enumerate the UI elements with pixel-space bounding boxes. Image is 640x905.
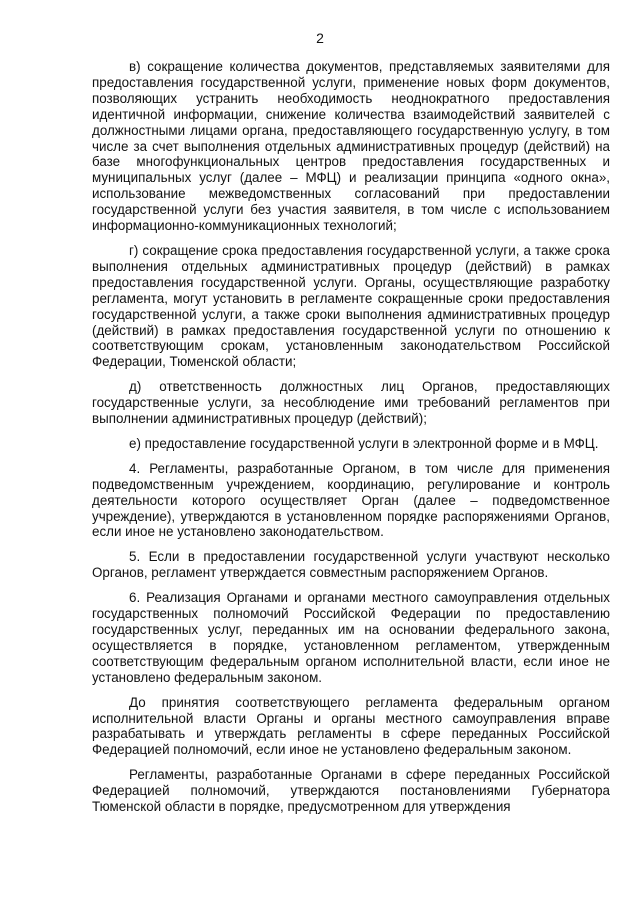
paragraph-section-6: 6. Реализация Органами и органами местного самоуправления отдельных государственных полномочий Российской Федерации по предоставлению государственных услуг, переданных им на основании федерального закона, осуществляется в порядке, установленном регламентом, утвержденным соответствующим федеральным органом исполнительной власти, если иное не установлено федеральным законом. — [92, 590, 610, 685]
paragraph-section-5: 5. Если в предоставлении государственной услуги участвуют несколько Органов, регламент утверждается совместным распоряжением Органов. — [92, 549, 610, 581]
paragraph-item-d: д) ответственность должностных лиц Органов, предоставляющих государственные услуги, за несоблюдение ими требований регламентов при выполнении административных процедур (действий); — [92, 379, 610, 427]
paragraph-section-4: 4. Регламенты, разработанные Органом, в том числе для применения подведомственным учреждением, координацию, регулирование и контроль деятельности которого осуществляет Орган (далее – подведомственное учреждение), утверждаются в установленном порядке распоряжениями Органов, если иное не установлено законодательством. — [92, 460, 610, 540]
paragraph-regulations-approval: Регламенты, разработанные Органами в сфере переданных Российской Федерацией полномочий, утверждаются постановлениями Губернатора Тюменской области в порядке, предусмотренном для утверждения — [92, 767, 610, 815]
paragraph-section-6-continuation: До принятия соответствующего регламента федеральным органом исполнительной власти Органы и органы местного самоуправления вправе разрабатывать и утверждать регламенты в сфере переданных Российской Федерацией полномочий, если иное не установлено федеральным законом. — [92, 694, 610, 758]
document-body — [92, 59, 610, 815]
paragraph-item-e: е) предоставление государственной услуги в электронной форме и в МФЦ. — [129, 435, 599, 451]
paragraph-item-v: в) сокращение количества документов, представляемых заявителями для предоставления государственной услуги, применение новых форм документов, позволяющих устранить необходимость неоднократного предоставления идентичной информации, снижение количества взаимодействий заявителей с должностными лицами органа, предоставляющего государственную услугу, в том числе за счет выполнения отдельных административных процедур (действий) на базе многофункциональных центров предоставления государственных и муниципальных услуг (далее – МФЦ) и реализации принципа «одного окна», использование межведомственных согласований при предоставлении государственной услуги без участия заявителя, в том числе с использованием информационно-коммуникационных технологий; — [92, 59, 610, 234]
page-number: 2 — [316, 30, 324, 46]
paragraph-item-g: г) сокращение срока предоставления государственной услуги, а также срока выполнения отдельных административных процедур (действий) в рамках предоставления государственной услуги. Органы, осуществляющие разработку регламента, могут установить в регламенте сокращенные сроки предоставления государственной услуги, а также сроки выполнения административных процедур (действий) в рамках предоставления государственной услуги по отношению к соответствующим срокам, установленным законодательством Российской Федерации, Тюменской области; — [92, 242, 610, 370]
